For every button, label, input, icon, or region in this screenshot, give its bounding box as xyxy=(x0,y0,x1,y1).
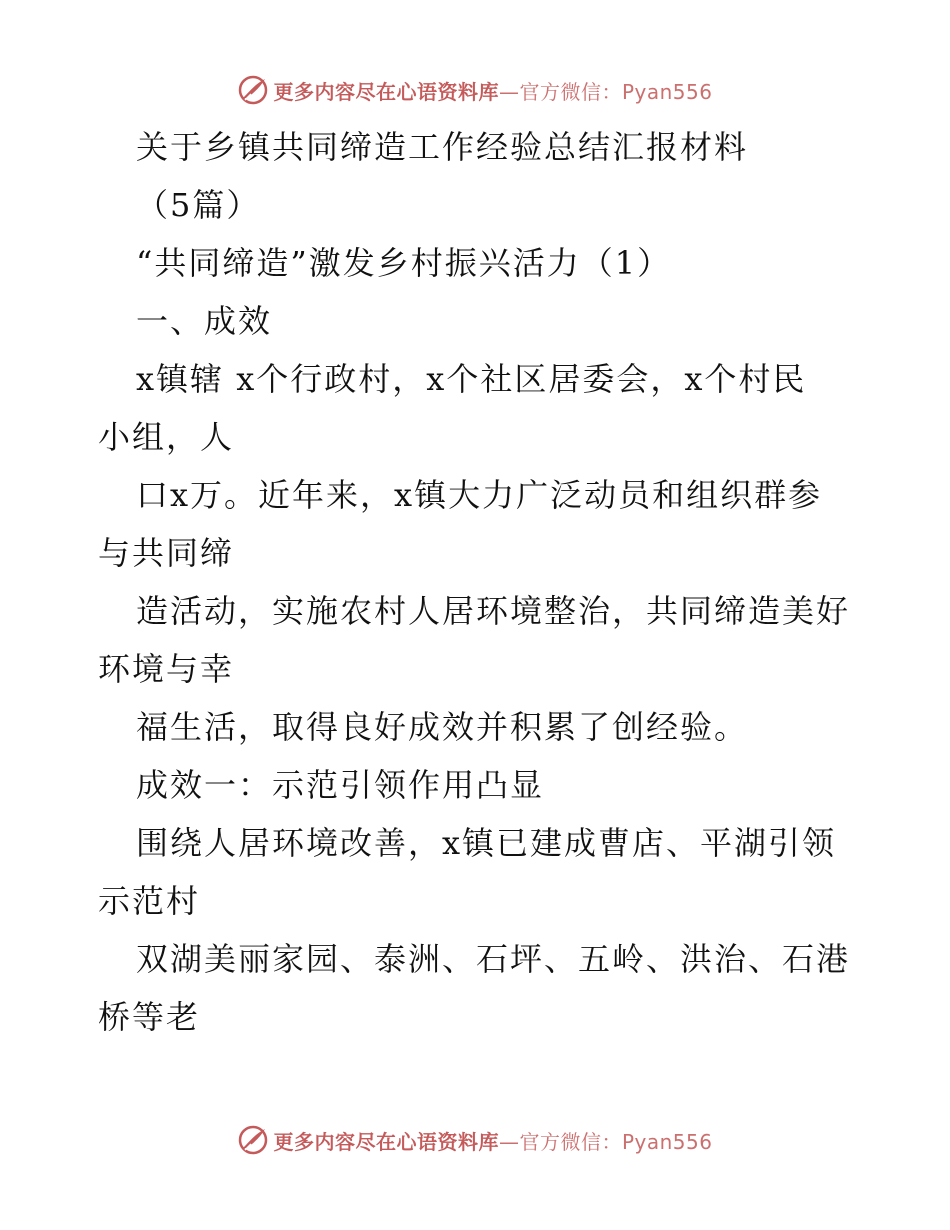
document-body xyxy=(98,118,858,1046)
text-line: 与共同缔 xyxy=(98,534,235,572)
text-line: 口x万。近年来，x镇大力广泛动员和组织群参 xyxy=(136,476,823,514)
text-line: “共同缔造”激发乡村振兴活力（1） xyxy=(136,244,672,282)
watermark-brand: 更多内容尽在心语资料库 xyxy=(273,1129,499,1154)
text-line: x镇辖 x个行政村，x个社区居委会，x个村民 xyxy=(136,360,807,398)
text-line: 小组，人 xyxy=(98,418,235,456)
watermark-brand: 更多内容尽在心语资料库 xyxy=(273,79,499,104)
watermark-separator: — xyxy=(498,1129,520,1154)
text-line: 围绕人居环境改善，x镇已建成曹店、平湖引领 xyxy=(136,824,837,862)
watermark-text xyxy=(273,1126,712,1155)
watermark-separator: — xyxy=(498,79,520,104)
text-line: 桥等老 xyxy=(98,998,201,1036)
text-line: 环境与幸 xyxy=(98,650,235,688)
text-line: 一、成效 xyxy=(136,302,273,340)
watermark-contact: 官方微信：Pyan556 xyxy=(519,1129,713,1154)
watermark-contact: 官方微信：Pyan556 xyxy=(519,79,713,104)
text-line: 福生活，取得良好成效并积累了创经验。 xyxy=(136,708,749,746)
text-line: 双湖美丽家园、泰洲、石坪、五岭、洪治、石港 xyxy=(136,940,851,978)
text-line: 示范村 xyxy=(98,882,201,920)
quill-logo-icon xyxy=(237,1124,269,1156)
text-line: 造活动，实施农村人居环境整治，共同缔造美好 xyxy=(136,592,851,630)
text-line: 关于乡镇共同缔造工作经验总结汇报材料 xyxy=(136,128,749,166)
header-watermark xyxy=(0,70,950,110)
text-line: 成效一：示范引领作用凸显 xyxy=(136,766,545,804)
footer-watermark xyxy=(0,1120,950,1160)
watermark-text xyxy=(273,76,712,105)
quill-logo-icon xyxy=(237,74,269,106)
text-line: （5篇） xyxy=(136,186,261,224)
